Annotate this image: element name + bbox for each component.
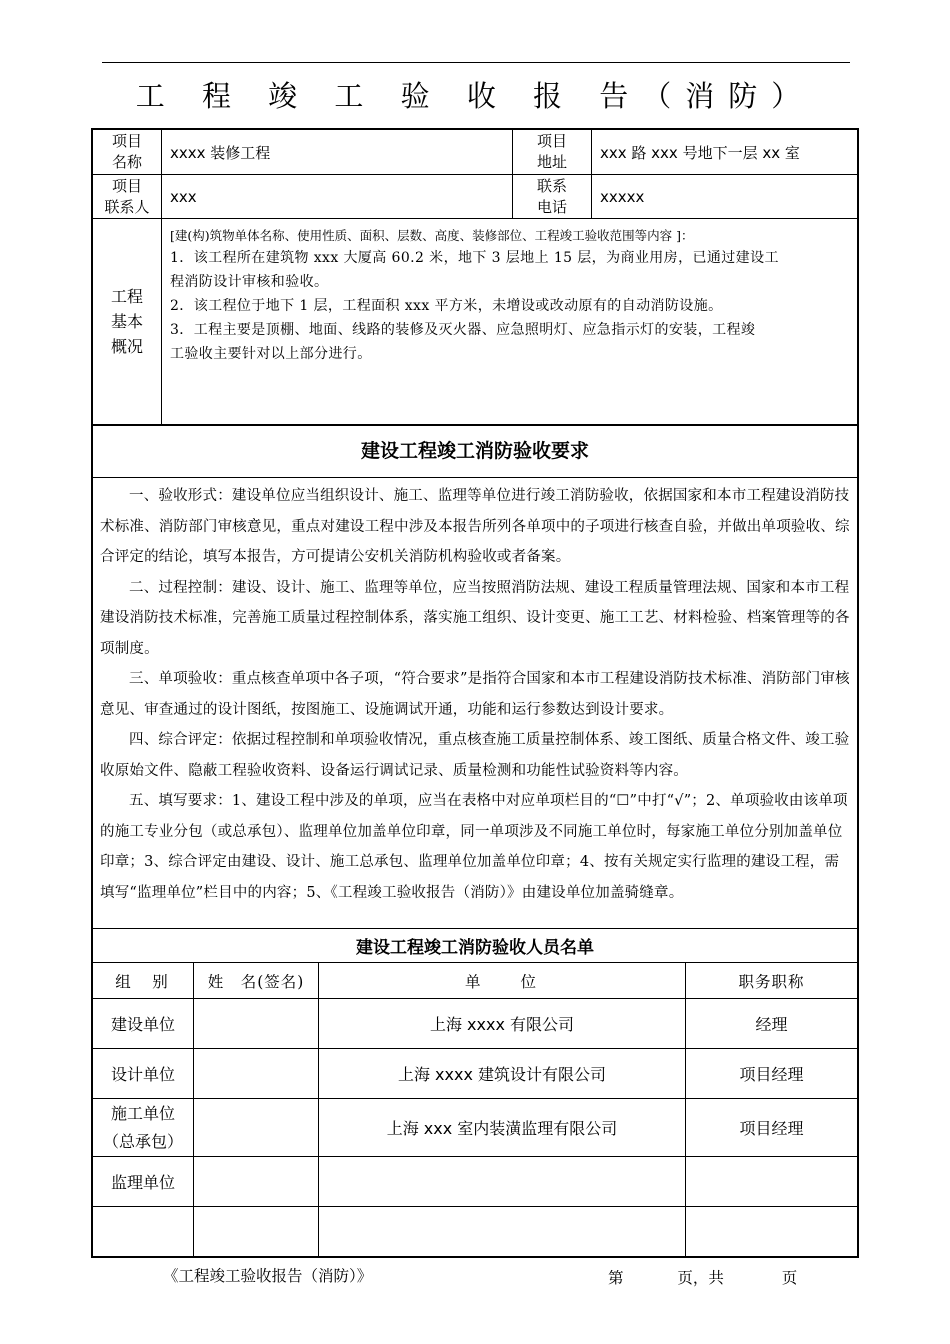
row-group — [93, 1207, 193, 1257]
row-group: 施工单位 （总承包） — [102, 1103, 183, 1151]
page-suffix: 页 — [781, 1269, 798, 1287]
personnel-title: 建设工程竣工消防验收人员名单 — [356, 938, 594, 958]
row-position — [686, 1207, 857, 1257]
overview-line: 1．该工程所在建筑物 xxx 大厦高 60.2 米，地下 3 层地上 15 层，为商业用房，已通过建设工 — [170, 250, 779, 266]
header-group: 组 别 — [115, 972, 171, 991]
top-rule — [102, 62, 850, 63]
row-unit: 上海 xxxx 有限公司 — [429, 1015, 575, 1034]
row-position: 经理 — [755, 1015, 788, 1034]
row-signature[interactable] — [194, 999, 318, 1048]
overview-line: 3．工程主要是顶棚、地面、线路的装修及灭火器、应急照明灯、应急指示灯的安装，工程竣 — [170, 322, 756, 338]
row-group: 监理单位 — [110, 1173, 175, 1192]
requirements-text — [100, 481, 852, 908]
header-position: 职务职称 — [738, 972, 805, 991]
page-middle: 页，共 — [677, 1269, 724, 1287]
row-signature[interactable] — [194, 1207, 318, 1257]
row-signature[interactable] — [194, 1157, 318, 1206]
overview-label: 工程 基本 概况 — [110, 287, 143, 356]
row-divider — [91, 928, 859, 929]
row-signature[interactable] — [194, 1049, 318, 1098]
overview-line: 程消防设计审核和验收。 — [170, 274, 329, 290]
row-unit: 上海 xxx 室内装潢监理有限公司 — [386, 1119, 618, 1138]
footer-doc-name: 《工程竣工验收报告（消防）》 — [163, 1267, 373, 1285]
row-divider — [91, 424, 859, 426]
overview-line: 2．该工程位于地下 1 层，工程面积 xxx 平方米，未增设或改动原有的自动消防设施。 — [170, 298, 723, 314]
project-name-label: 项目 名称 — [111, 132, 142, 171]
row-position: 项目经理 — [739, 1119, 804, 1138]
header-name: 姓 名(签名) — [207, 972, 305, 991]
requirement-paragraph: 三、单项验收：重点核查单项中各子项，“符合要求”是指符合国家和本市工程建设消防技术标准、消防部门审核意见、审查通过的设计图纸，按图施工、设施调试开通，功能和运行参数达到设计要求。 — [100, 671, 850, 718]
phone-value: xxxxx — [600, 187, 645, 206]
header-unit: 单 位 — [464, 972, 539, 991]
project-address-value: xxx 路 xxx 号地下一层 xx 室 — [600, 143, 800, 162]
row-unit: 上海 xxxx 建筑设计有限公司 — [397, 1065, 607, 1084]
row-group: 建设单位 — [110, 1015, 175, 1034]
row-group: 设计单位 — [110, 1065, 175, 1084]
page-title: 工 程 竣 工 验 收 报 告（消防） — [135, 79, 815, 113]
footer-page-info — [608, 1266, 797, 1288]
requirement-paragraph: 四、综合评定：依据过程控制和单项验收情况，重点核查施工质量控制体系、竣工图纸、质量合格文件、竣工验收原始文件、隐蔽工程验收资料、设备运行调试记录、质量检测和功能性试验资料等内容。 — [100, 732, 850, 779]
overview-content — [170, 226, 854, 366]
row-signature[interactable] — [194, 1099, 318, 1156]
contact-label: 项目 联系人 — [104, 176, 150, 216]
page-prefix: 第 — [608, 1269, 624, 1287]
requirement-paragraph: 五、填写要求：1、建设工程中涉及的单项，应当在表格中对应单项栏目的“☐”中打“√”；2、单项验收由该单项的施工专业分包（或总承包）、监理单位加盖单位印章，同一单项涉及不同施工单位时，每家施工单位分别加盖单位印章；3、综合评定由建设、设计、施工总承包、监理单位加盖单位印章；4、按有关规定实行监理的建设工程，需填写“监理单位”栏目中的内容；5、《工程竣工验收报告（消防）》由建设单位加盖骑缝章。 — [100, 793, 848, 901]
overview-intro: [建(构)筑物单体名称、使用性质、面积、层数、高度、装修部位、工程竣工验收范围等内容 ]： — [170, 228, 694, 243]
overview-line: 工验收主要针对以上部分进行。 — [170, 346, 372, 362]
requirement-paragraph: 二、过程控制：建设、设计、施工、监理等单位，应当按照消防法规、建设工程质量管理法规、国家和本市工程建设消防技术标准，完善施工质量过程控制体系，落实施工组织、设计变更、施工工艺、材料检验、档案管理等的各项制度。 — [100, 579, 850, 657]
phone-label: 联系 电话 — [536, 176, 567, 216]
requirements-title: 建设工程竣工消防验收要求 — [360, 440, 589, 462]
contact-value: xxx — [170, 187, 197, 206]
row-unit — [319, 1157, 685, 1206]
row-divider — [91, 218, 859, 219]
row-divider — [91, 477, 859, 478]
requirement-paragraph: 一、验收形式：建设单位应当组织设计、施工、监理等单位进行竣工消防验收，依据国家和本市工程建设消防技术标准、消防部门审核意见，重点对建设工程中涉及本报告所列各单项中的子项进行核查自验，并做出单项验收、综合评定的结论，填写本报告，方可提请公安机关消防机构验收或者备案。 — [100, 488, 850, 565]
row-unit — [319, 1207, 685, 1257]
project-address-label: 项目 地址 — [536, 132, 567, 171]
row-position: 项目经理 — [739, 1065, 804, 1084]
project-name-value: xxxx 装修工程 — [170, 143, 271, 162]
row-position — [686, 1157, 857, 1206]
